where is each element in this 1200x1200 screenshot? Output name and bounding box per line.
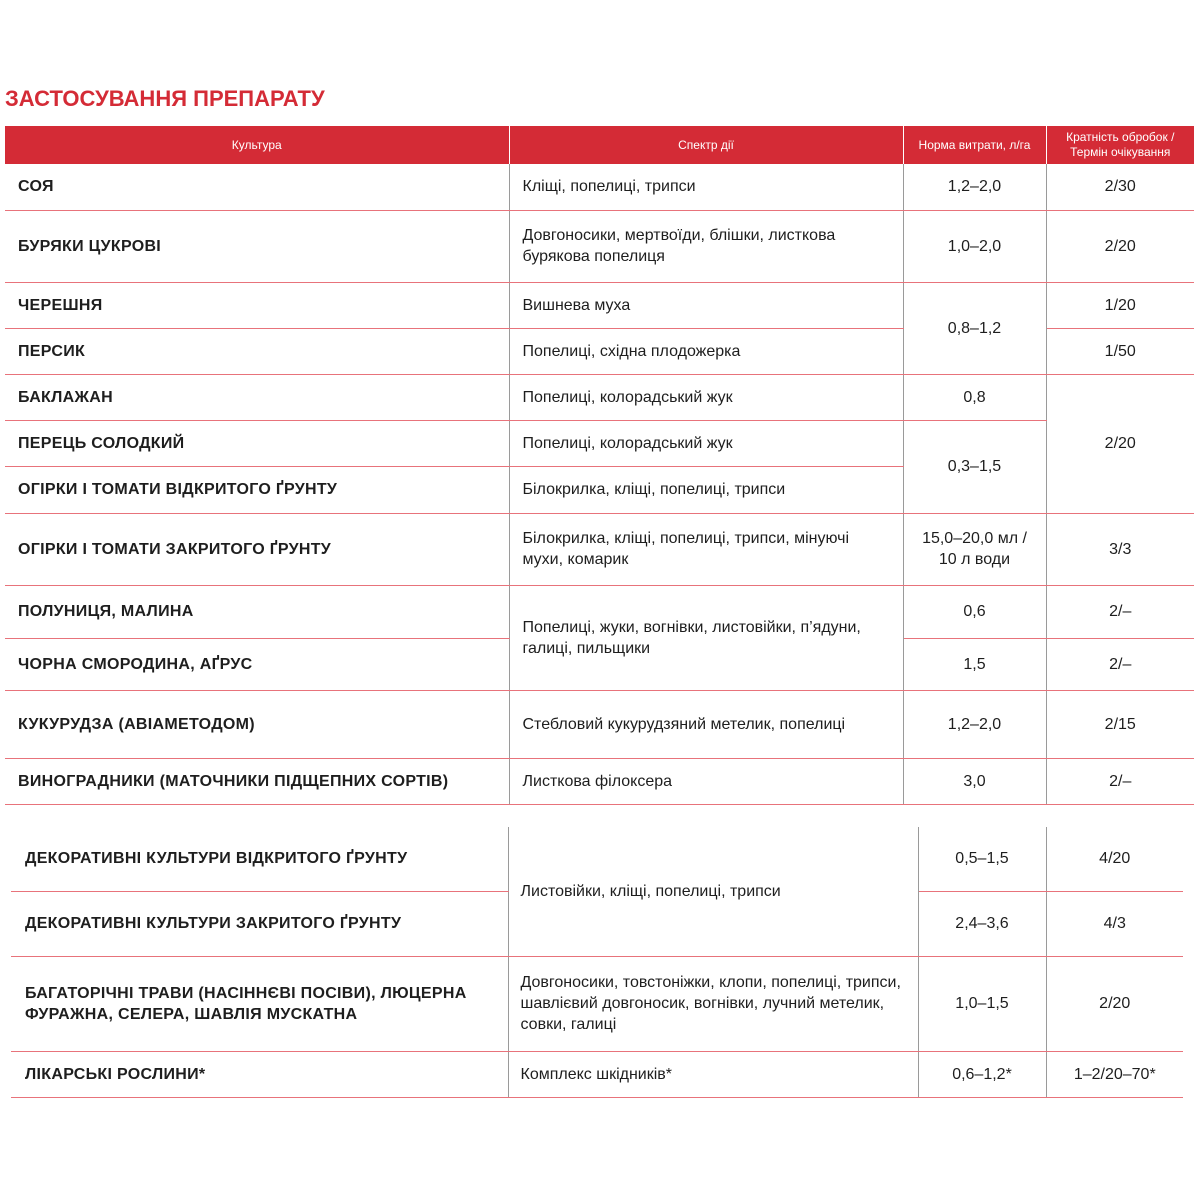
- multiplicity-cell: 2/–: [1046, 585, 1194, 638]
- multiplicity-cell: 1–2/20–70*: [1046, 1051, 1183, 1097]
- spectrum-cell: Стебловий кукурудзяний метелик, попелиці: [509, 690, 903, 758]
- spectrum-cell: Листовійки, кліщі, попелиці, трипси: [508, 827, 918, 956]
- table-row: [5, 164, 1194, 210]
- crop-cell: ВИНОГРАДНИКИ (МАТОЧНИКИ ПІДЩЕПНИХ СОРТІВ): [5, 758, 509, 804]
- table-row: [5, 513, 1194, 585]
- crop-cell: ДЕКОРАТИВНІ КУЛЬТУРИ ВІДКРИТОГО ҐРУНТУ: [11, 827, 508, 891]
- crop-cell: ОГІРКИ І ТОМАТИ ЗАКРИТОГО ҐРУНТУ: [5, 513, 509, 585]
- rate-cell: 0,8: [903, 374, 1046, 420]
- table-row: [5, 420, 1194, 466]
- crop-cell: ПЕРЕЦЬ СОЛОДКИЙ: [5, 420, 509, 466]
- table-row: [5, 374, 1194, 420]
- header-multiplicity-line1: Кратність обробок /: [1066, 130, 1175, 144]
- table-row: [11, 827, 1183, 891]
- rate-cell: 3,0: [903, 758, 1046, 804]
- table-row: [11, 956, 1183, 1051]
- spectrum-cell: Попелиці, східна плодожерка: [509, 328, 903, 374]
- crop-cell: СОЯ: [5, 164, 509, 210]
- application-table-ornamental: [11, 827, 1183, 1098]
- multiplicity-cell: 2/–: [1046, 638, 1194, 690]
- crop-cell: БАГАТОРІЧНІ ТРАВИ (НАСІННЄВІ ПОСІВИ), ЛЮЦЕРНА ФУРАЖНА, СЕЛЕРА, ШАВЛІЯ МУСКАТНА: [11, 956, 508, 1051]
- spectrum-cell: Кліщі, попелиці, трипси: [509, 164, 903, 210]
- spectrum-cell: Листкова філоксера: [509, 758, 903, 804]
- crop-cell: ПОЛУНИЦЯ, МАЛИНА: [5, 585, 509, 638]
- rate-cell: 1,0–1,5: [918, 956, 1046, 1051]
- crop-cell: КУКУРУДЗА (АВІАМЕТОДОМ): [5, 690, 509, 758]
- multiplicity-cell: 1/20: [1046, 282, 1194, 328]
- spectrum-cell: Комплекс шкідників*: [508, 1051, 918, 1097]
- rate-cell: 0,5–1,5: [918, 827, 1046, 891]
- application-table: [5, 126, 1194, 805]
- rate-cell: 0,6: [903, 585, 1046, 638]
- spectrum-cell: Попелиці, жуки, вогнівки, листовійки, п’ядуни, галиці, пильщики: [509, 585, 903, 690]
- crop-cell: ЧОРНА СМОРОДИНА, АҐРУС: [5, 638, 509, 690]
- table-row: [5, 758, 1194, 804]
- header-crop: Культура: [5, 126, 509, 164]
- rate-line2: 10 л води: [938, 551, 1011, 568]
- multiplicity-cell: 2/20: [1046, 374, 1194, 513]
- crop-cell: ЧЕРЕШНЯ: [5, 282, 509, 328]
- multiplicity-cell: 4/20: [1046, 827, 1183, 891]
- multiplicity-cell: 2/30: [1046, 164, 1194, 210]
- crop-cell: ОГІРКИ І ТОМАТИ ВІДКРИТОГО ҐРУНТУ: [5, 466, 509, 513]
- spectrum-cell: Білокрилка, кліщі, попелиці, трипси, мінуючі мухи, комарик: [509, 513, 903, 585]
- multiplicity-cell: 4/3: [1046, 891, 1183, 956]
- rate-cell: 0,3–1,5: [903, 420, 1046, 513]
- rate-cell: 0,6–1,2*: [918, 1051, 1046, 1097]
- rate-cell: 1,0–2,0: [903, 210, 1046, 282]
- rate-cell: 0,8–1,2: [903, 282, 1046, 374]
- table-header-row: [5, 126, 1194, 164]
- spectrum-cell: Попелиці, колорадський жук: [509, 420, 903, 466]
- header-multiplicity-line2: Термін очікування: [1070, 145, 1171, 159]
- rate-cell: 2,4–3,6: [918, 891, 1046, 956]
- spectrum-cell: Попелиці, колорадський жук: [509, 374, 903, 420]
- crop-cell: ПЕРСИК: [5, 328, 509, 374]
- rate-cell: [903, 513, 1046, 585]
- table-row: [5, 282, 1194, 328]
- table-row: [11, 1051, 1183, 1097]
- multiplicity-cell: 1/50: [1046, 328, 1194, 374]
- multiplicity-cell: 2/20: [1046, 956, 1183, 1051]
- multiplicity-cell: 2/20: [1046, 210, 1194, 282]
- rate-cell: 1,5: [903, 638, 1046, 690]
- multiplicity-cell: 3/3: [1046, 513, 1194, 585]
- header-multiplicity: [1046, 126, 1194, 164]
- multiplicity-cell: 2/15: [1046, 690, 1194, 758]
- rate-cell: 1,2–2,0: [903, 690, 1046, 758]
- header-spectrum: Спектр дії: [509, 126, 903, 164]
- spectrum-cell: Білокрилка, кліщі, попелиці, трипси: [509, 466, 903, 513]
- rate-cell: 1,2–2,0: [903, 164, 1046, 210]
- crop-cell: БУРЯКИ ЦУКРОВІ: [5, 210, 509, 282]
- header-rate: Норма витрати, л/га: [903, 126, 1046, 164]
- crop-cell: ЛІКАРСЬКІ РОСЛИНИ*: [11, 1051, 508, 1097]
- page-title: ЗАСТОСУВАННЯ ПРЕПАРАТУ: [5, 86, 325, 111]
- spectrum-cell: Довгоносики, мертвоїди, блішки, листкова бурякова попелиця: [509, 210, 903, 282]
- spectrum-cell: Вишнева муха: [509, 282, 903, 328]
- table-row: [5, 690, 1194, 758]
- rate-line1: 15,0–20,0 мл /: [922, 530, 1027, 547]
- table-row: [5, 210, 1194, 282]
- multiplicity-cell: 2/–: [1046, 758, 1194, 804]
- table-row: [5, 585, 1194, 638]
- spectrum-cell: Довгоносики, товстоніжки, клопи, попелиці, трипси, шавлієвий довгоносик, вогнівки, лучний метелик, совки, галиці: [508, 956, 918, 1051]
- crop-cell: БАКЛАЖАН: [5, 374, 509, 420]
- crop-cell: ДЕКОРАТИВНІ КУЛЬТУРИ ЗАКРИТОГО ҐРУНТУ: [11, 891, 508, 956]
